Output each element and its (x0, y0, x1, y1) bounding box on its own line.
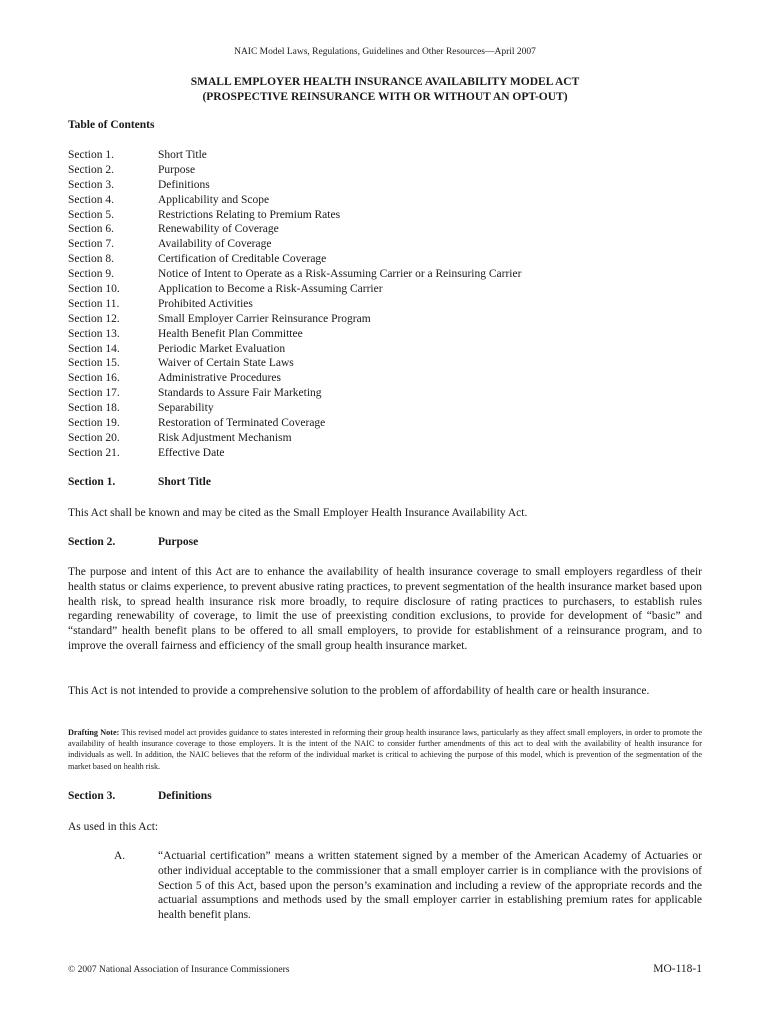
toc-section-number: Section 19. (68, 417, 120, 430)
toc-section-number: Section 14. (68, 342, 120, 355)
toc-section-number: Section 7. (68, 238, 114, 251)
toc-section-title: Waiver of Certain State Laws (158, 357, 294, 370)
footer-page-number: MO-118-1 (653, 963, 702, 975)
toc-section-title: Restrictions Relating to Premium Rates (158, 208, 341, 221)
drafting-note-text: This revised model act provides guidance to states interested in reforming their group health insurance laws, particularly as they affect small employers, in order to promote the availability of health insurance coverage to those employers. It is the intent of the NAIC to consider further amendments of this act to deal with the availability of health insurance for individuals as well. In addition, the NAIC believes that the reform of the individual market is critical to achieving the purpose of this model, which is prevention of the segmentation of the market based on health risk. (68, 728, 702, 771)
toc-item (68, 222, 668, 237)
toc-item (68, 416, 668, 431)
toc-section-number: Section 2. (68, 163, 114, 176)
toc-section-title: Purpose (158, 163, 196, 176)
toc-section-title: Definitions (158, 178, 210, 191)
drafting-note (68, 727, 702, 772)
document-title (0, 75, 770, 105)
section-number: Section 2. (68, 536, 116, 548)
section-title: Short Title (158, 476, 211, 488)
title-line-2: (PROSPECTIVE REINSURANCE WITH OR WITHOUT AN OPT-OUT) (202, 91, 568, 103)
toc-section-title: Standards to Assure Fair Marketing (158, 387, 322, 400)
toc-item (68, 178, 668, 193)
section-2-paragraph-1: The purpose and intent of this Act are to enhance the availability of health insurance coverage to small employers regardless of their health status or claims experience, to prevent abusive rating practices, to prevent segmentation of the health insurance market based upon health risk, to spread health insurance risk more broadly, to require disclosure of rating practices to purchasers, to establish rules regarding renewability of coverage, to limit the use of preexisting condition exclusions, to provide for development of “basic” and “standard” health benefit plans to be offered to all small employers, to provide for establishment of a reinsurance program, and to improve the overall fairness and efficiency of the small group health insurance market. (68, 566, 702, 652)
toc-item (68, 342, 668, 357)
drafting-note-label: Drafting Note: (68, 728, 120, 737)
toc-section-title: Availability of Coverage (158, 238, 272, 251)
toc-item (68, 386, 668, 401)
toc-item (68, 282, 668, 297)
section-1-text: This Act shall be known and may be cited as the Small Employer Health Insurance Availability Act. (68, 507, 528, 519)
toc-item (68, 371, 668, 386)
toc-item (68, 446, 668, 461)
section-3-heading (68, 790, 212, 802)
section-1-heading (68, 476, 211, 488)
running-header: NAIC Model Laws, Regulations, Guidelines and Other Resources—April 2007 (234, 47, 536, 57)
toc-item (68, 148, 668, 163)
toc-item (68, 297, 668, 312)
section-title: Purpose (158, 536, 199, 548)
toc-section-number: Section 12. (68, 312, 120, 325)
toc-item (68, 267, 668, 282)
toc-section-title: Short Title (158, 149, 207, 161)
definition-text: “Actuarial certification” means a written statement signed by a member of the American Academy of Actuaries or other individual acceptable to the commissioner that a small employer carrier is in compliance with the provisions of Section 5 of this Act, based upon the person’s examination and including a review of the appropriate records and the actuarial assumptions and methods used by the small employer carrier in establishing premium rates for applicable health benefit plans. (158, 850, 702, 922)
toc-section-title: Periodic Market Evaluation (158, 342, 286, 355)
toc-section-number: Section 18. (68, 402, 120, 415)
section-3-intro: As used in this Act: (68, 821, 159, 833)
toc-item (68, 312, 668, 327)
toc-section-title: Application to Become a Risk-Assuming Carrier (158, 283, 383, 296)
toc-section-number: Section 4. (68, 193, 114, 206)
toc-item (68, 401, 668, 416)
footer-copyright: © 2007 National Association of Insurance Commissioners (68, 965, 290, 975)
toc-section-title: Prohibited Activities (158, 297, 253, 310)
toc-section-number: Section 9. (68, 268, 114, 281)
toc-item (68, 208, 668, 223)
toc-section-title: Administrative Procedures (158, 372, 281, 385)
toc-section-number: Section 15. (68, 357, 120, 370)
title-line-1: SMALL EMPLOYER HEALTH INSURANCE AVAILABILITY MODEL ACT (190, 76, 580, 88)
toc-section-number: Section 17. (68, 387, 120, 400)
toc-section-title: Separability (158, 402, 214, 415)
toc-section-number: Section 21. (68, 446, 120, 459)
toc-section-number: Section 5. (68, 208, 114, 221)
toc-section-number: Section 16. (68, 372, 120, 385)
toc-section-number: Section 13. (68, 327, 120, 340)
toc-section-title: Applicability and Scope (158, 193, 270, 206)
toc-section-number: Section 8. (68, 253, 114, 266)
section-2-paragraph-2: This Act is not intended to provide a comprehensive solution to the problem of affordability of health care or health insurance. (68, 685, 650, 697)
toc-item (68, 163, 668, 178)
toc-section-title: Health Benefit Plan Committee (158, 327, 303, 340)
toc-item (68, 356, 668, 371)
section-2-heading (68, 536, 198, 548)
toc-item (68, 431, 668, 446)
definition-letter: A. (114, 850, 126, 862)
toc-item (68, 252, 668, 267)
toc-heading: Table of Contents (68, 119, 155, 131)
toc-item (68, 327, 668, 342)
toc-section-number: Section 1. (68, 149, 114, 161)
toc-section-number: Section 20. (68, 431, 120, 444)
section-number: Section 1. (68, 476, 116, 488)
toc-section-title: Effective Date (158, 446, 225, 459)
toc-item (68, 237, 668, 252)
toc-item (68, 193, 668, 208)
toc-section-title: Certification of Creditable Coverage (158, 253, 327, 266)
toc-section-number: Section 6. (68, 223, 114, 236)
toc-section-number: Section 11. (68, 297, 120, 310)
section-title: Definitions (158, 790, 212, 802)
toc-section-title: Risk Adjustment Mechanism (158, 431, 292, 444)
toc-section-title: Renewability of Coverage (158, 223, 279, 236)
toc-section-title: Notice of Intent to Operate as a Risk-Assuming Carrier or a Reinsuring Carrier (158, 268, 522, 281)
toc-section-number: Section 3. (68, 178, 114, 191)
toc-section-number: Section 10. (68, 283, 120, 296)
toc-section-title: Small Employer Carrier Reinsurance Program (158, 312, 371, 325)
table-of-contents (68, 148, 668, 461)
section-number: Section 3. (68, 790, 116, 802)
toc-section-title: Restoration of Terminated Coverage (158, 417, 326, 430)
